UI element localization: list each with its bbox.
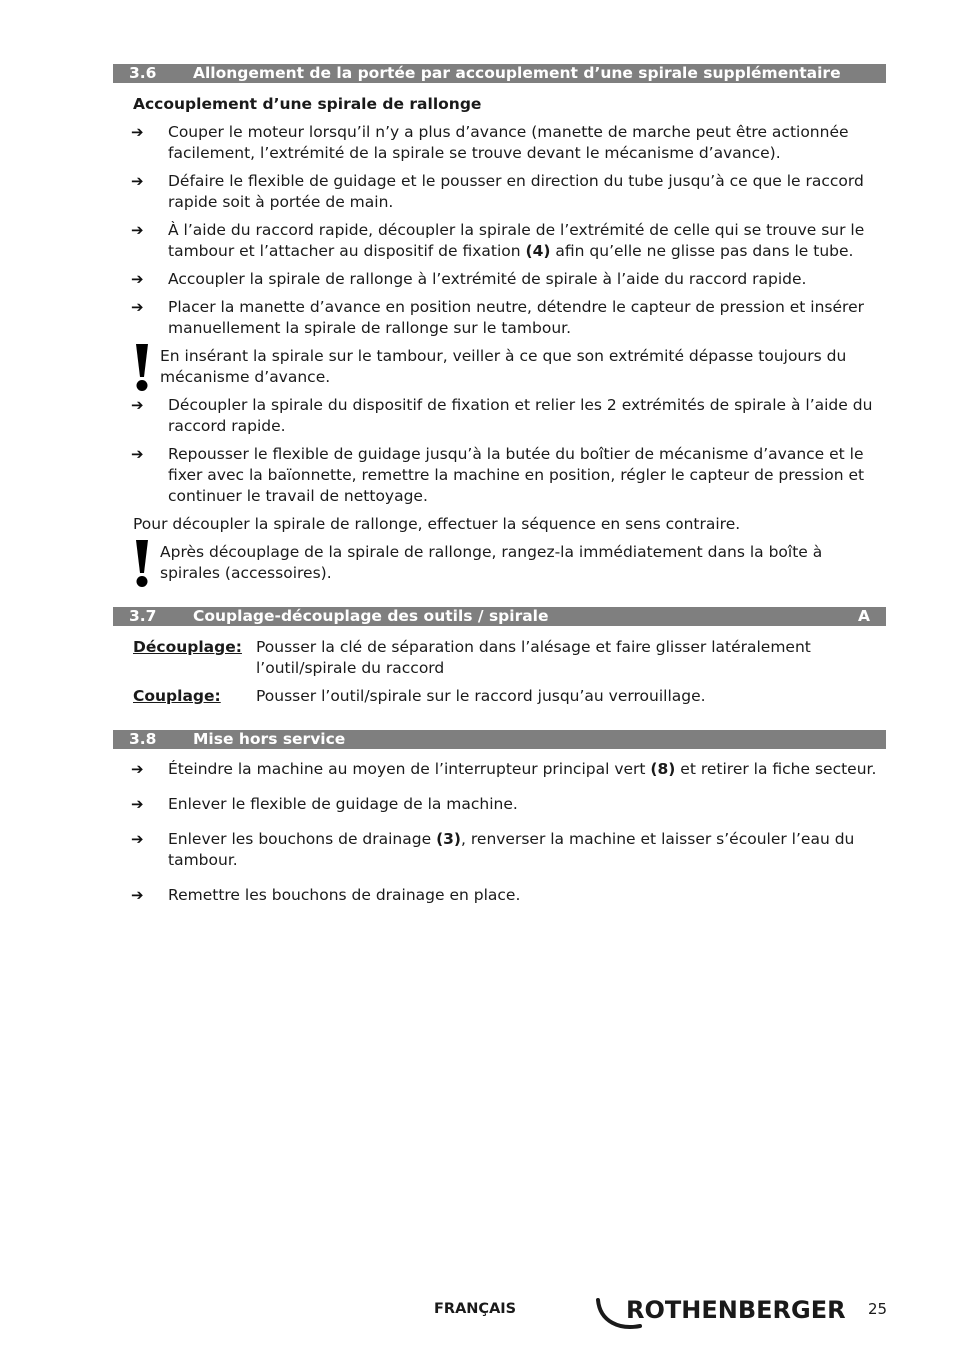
definition-couplage: Pousser l’outil/spirale sur le raccord jusqu’au verrouillage.: [256, 687, 706, 705]
right-arrow-icon: ➔: [131, 830, 144, 848]
right-arrow-icon: ➔: [131, 172, 144, 190]
subheading: Accouplement d’une spirale de rallonge: [133, 95, 482, 113]
page-number: 25: [868, 1300, 888, 1318]
right-arrow-icon: ➔: [131, 886, 144, 904]
bullet-item: [168, 829, 880, 871]
section-title: Allongement de la portée par accouplement d’une spirale supplémentaire: [193, 64, 841, 82]
brand-name: ROTHENBERGER: [626, 1296, 846, 1324]
bullet-item: Défaire le flexible de guidage et le pousser en direction du tube jusqu’à ce que le raccord rapide soit à portée de main.: [168, 172, 864, 211]
exclamation-icon: [133, 540, 151, 588]
section-3-6-header: [113, 64, 886, 83]
section-tag: A: [858, 607, 870, 625]
note-text: Pour découpler la spirale de rallonge, effectuer la séquence en sens contraire.: [133, 515, 741, 533]
bullet-item: Remettre les bouchons de drainage en place.: [168, 886, 521, 904]
bullet-text-part: À l’aide du raccord rapide, découpler la spirale de l’extrémité de celle qui se trouve sur le tambour et l’attacher au dispositif de fixation (4) afin qu’elle ne glisse pas dans le tube.: [168, 221, 865, 260]
section-title: Mise hors service: [193, 730, 346, 748]
right-arrow-icon: ➔: [131, 123, 144, 141]
warning-text: En insérant la spirale sur le tambour, veiller à ce que son extrémité dépasse toujours du mécanisme d’avance.: [160, 347, 847, 386]
definition-decouplage: Pousser la clé de séparation dans l’alésage et faire glisser latéralement l’outil/spirale du raccord: [256, 638, 811, 677]
right-arrow-icon: ➔: [131, 270, 144, 288]
warning-text: Après découplage de la spirale de rallonge, rangez-la immédiatement dans la boîte à spirales (accessoires).: [160, 543, 823, 582]
bullet-item: [168, 759, 880, 780]
right-arrow-icon: ➔: [131, 795, 144, 813]
section-number: 3.6: [129, 64, 157, 82]
right-arrow-icon: ➔: [131, 760, 144, 778]
term-couplage: Couplage:: [133, 687, 221, 705]
section-3-8-header: [113, 730, 886, 749]
right-arrow-icon: ➔: [131, 298, 144, 316]
bullet-item: Enlever le flexible de guidage de la machine.: [168, 795, 518, 813]
right-arrow-icon: ➔: [131, 396, 144, 414]
bullet-item: Découpler la spirale du dispositif de fixation et relier les 2 extrémités de spirale à l’aide du raccord rapide.: [168, 396, 873, 435]
bullet-item: Repousser le flexible de guidage jusqu’à la butée du boîtier de mécanisme d’avance et le fixer avec la baïonnette, remettre la machine en position, régler le capteur de pression et continuer le travail de nettoyage.: [168, 445, 865, 505]
section-number: 3.7: [129, 607, 157, 625]
bullet-text-part: Enlever les bouchons de drainage (3), renverser la machine et laisser s’écouler l’eau du tambour.: [168, 830, 855, 869]
term-decouplage: Découplage:: [133, 638, 242, 656]
footer-language: FRANÇAIS: [434, 1301, 517, 1317]
exclamation-icon: [133, 344, 151, 392]
bullet-item: [168, 220, 880, 262]
right-arrow-icon: ➔: [131, 221, 144, 239]
bullet-item: Accoupler la spirale de rallonge à l’extrémité de spirale à l’aide du raccord rapide.: [168, 270, 807, 288]
brand-logo: [596, 1294, 846, 1332]
bullet-item: Placer la manette d’avance en position neutre, détendre le capteur de pression et insérer manuellement la spirale de rallonge sur le tambour.: [168, 298, 864, 337]
bullet-item: Couper le moteur lorsqu’il n’y a plus d’avance (manette de marche peut être actionnée facilement, l’extrémité de la spirale se trouve devant le mécanisme d’avance).: [168, 123, 849, 162]
section-number: 3.8: [129, 730, 157, 748]
bullet-text-part: Éteindre la machine au moyen de l’interrupteur principal vert (8) et retirer la fiche secteur.: [168, 760, 877, 778]
section-title: Couplage-découplage des outils / spirale: [193, 607, 549, 625]
section-3-7-header: [113, 607, 886, 626]
right-arrow-icon: ➔: [131, 445, 144, 463]
